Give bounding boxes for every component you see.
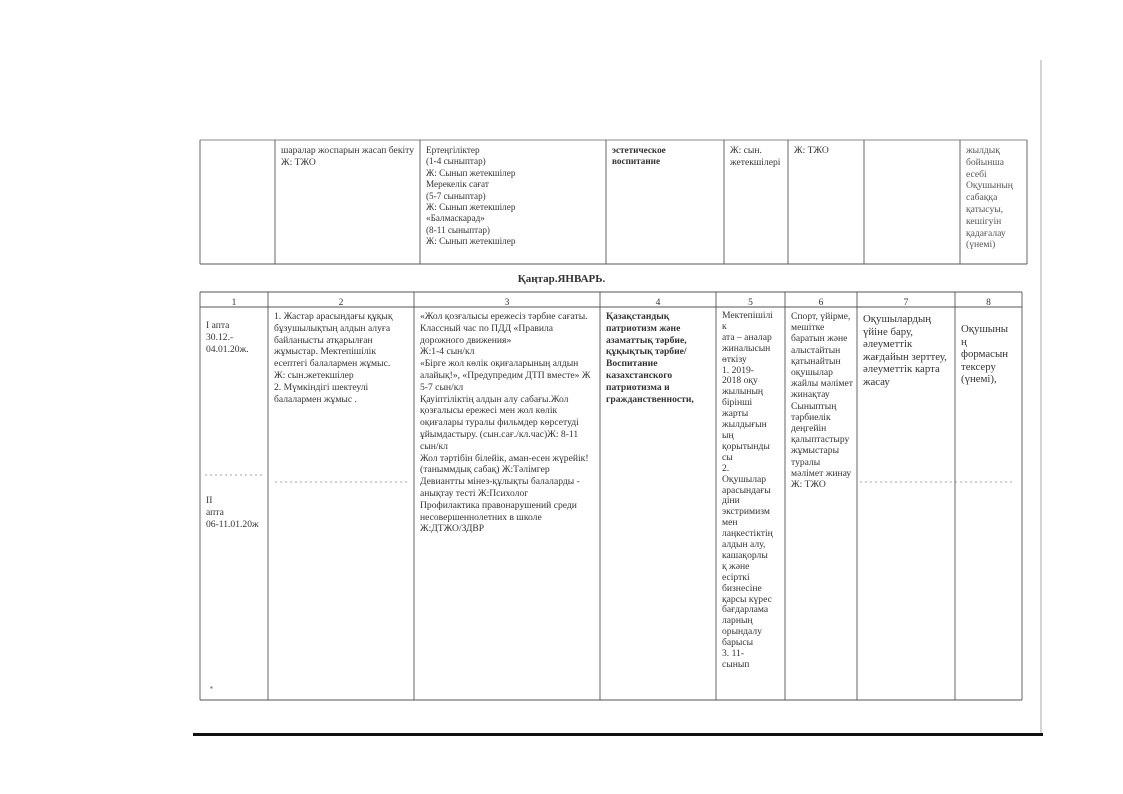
col-header-8: 8 [986, 298, 991, 308]
col-header-3: 3 [504, 298, 510, 308]
col-header-2: 2 [338, 298, 344, 308]
scan-edge-right [1040, 60, 1042, 736]
cell-col-5: Мектепішілі к ата – аналар жиналысын өткізу 1. 2019- 2018 оқу жылының бірінші жарты жылдығын ың қорытынды сы 2. Оқушылар арасындағы діни экстримизм мен лаңкестіктің алдын алу, кашақорлы қ және есірткі бизнесіне қарсы күрес бағдарлама ларның орындалу барысы 3. 11- сынып [722, 310, 773, 670]
col-header-5: 5 [748, 298, 753, 308]
top-cell-7 [867, 143, 957, 147]
month-title: Қаңтар.ЯНВАРЬ. [517, 273, 606, 285]
top-cell-3: Ертеңгіліктер (1-4 сыныптар) Ж: Сынып жетекшілер Мерекелік сағат (5-7 сыныптар) Ж: Сынып жетекшілер «Балмаскарад» (8-11 сыныптар) Ж: Сынып жетекшілер [426, 145, 516, 247]
cell-col-3: «Жол қозғалысы ережесіз тәрбие сағаты. Классный час по ПДД «Правила дорожного движения» Ж:1-4 сын/кл «Бірге жол көлік оқиғаларының алдын алайық!», «Предупредим ДТП вместе» Ж 5-7 сын/кл Қауіптіліктің алдын алу сабағы.Жол қозғалысы ережесі мен жол көлік оқиғалары туралы фильмдер көрсетуді ұйымдастыру. (сын.сағ./кл.час)Ж: 8-11 сын/кл Жол тәртібін білейік, аман-есен жүрейік! (таныммдық сабақ) Ж:Тәлімгер Девиантты мінез-құлықты балаларды - анықтау тесті Ж:Психолог Профилактика правонарушений среди несовершеннолетних в школе Ж:ДТЖО/ЗДВР [420, 311, 591, 535]
cell-col-4: Қазақстандық патриотизм және азаматтық тәрбие, құқықтық тәрбие/ Воспитание казахстанского патриотизма и гражданственности, [606, 311, 694, 405]
top-cell-5: Ж: сын. жетекшілері [730, 145, 781, 168]
week-1-label: I апта 30.12.- 04.01.20ж. [206, 320, 249, 355]
cell-col-6: Спорт, үйірме, мешітке баратын және алыстайтын қатынайтын оқушылар жайлы мәлімет жинақтау Сыныптың тәрбиелік деңгейін қалыптастыру жұмыстары туралы мәлімет жинау Ж: ТЖО [791, 311, 853, 491]
col-header-6: 6 [818, 298, 824, 308]
top-cell-8: жылдық бойынша есебі Оқушының сабаққа қатысуы, кешігуін қадағалау (үнемі) [966, 145, 1013, 251]
cell-col-7: Оқушылардың үйіне бару, әлеуметтік жағдайын зерттеу, әлеуметтік карта жасау [863, 313, 947, 388]
col-header-7: 7 [903, 298, 909, 308]
col-header-4: 4 [655, 298, 661, 308]
top-cell-2: шаралар жоспарын жасап бекіту Ж: ТЖО [281, 145, 415, 168]
cell-col-2: 1. Жастар арасындағы құқық бұзушылықтың алдын алуға байланысты атқарылған жұмыстар. Мектепішілік есептегі балалармен жұмыс. Ж: сын.жетекшілер 2. Мүмкіндігі шектеулі балалармен жұмыс . [274, 311, 393, 405]
top-cell-6: Ж: ТЖО [794, 145, 829, 156]
cell-col-8: Оқушыны ң формасын тексеру (үнемі), [961, 323, 1009, 386]
top-cell-4: эстетическое воспитание [612, 145, 666, 167]
week-2-label: II апта 06-11.01.20ж [206, 495, 259, 530]
scan-edge-bottom [193, 733, 1043, 736]
scan-mark: ▪ [210, 683, 213, 692]
col-header-1: 1 [231, 298, 237, 308]
